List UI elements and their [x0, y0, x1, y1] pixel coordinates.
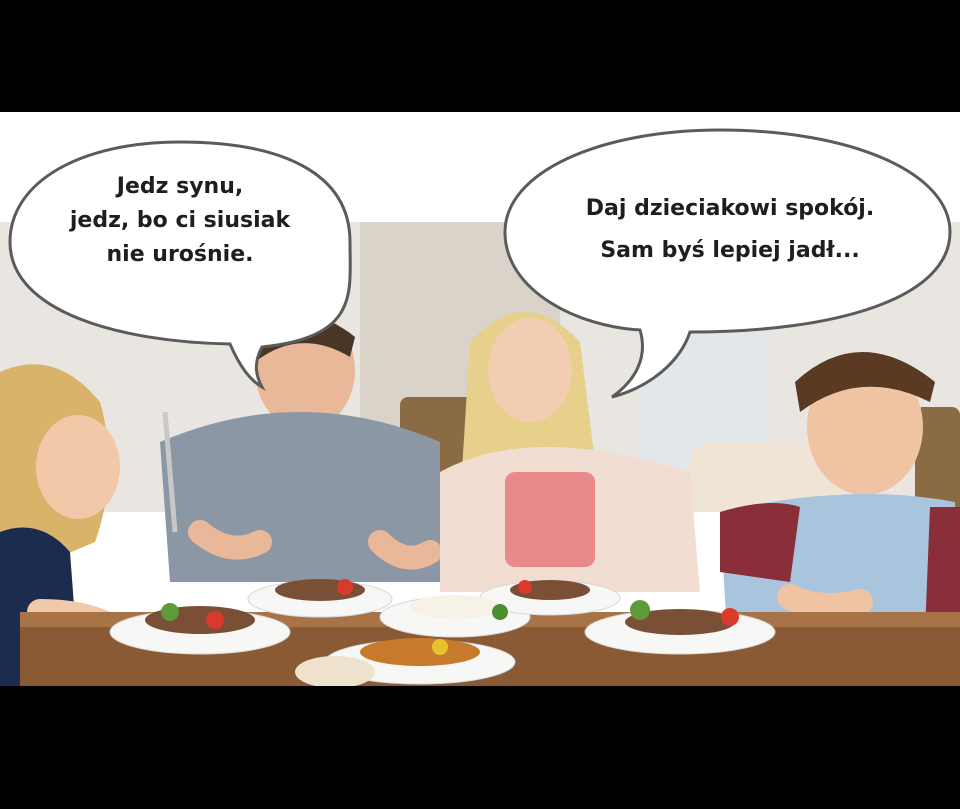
- mother-face: [488, 318, 572, 422]
- speech-line: Jedz synu,: [116, 174, 244, 199]
- speech-line: jedz, bo ci siusiak: [69, 208, 291, 234]
- speech-text-right: [540, 188, 920, 272]
- boy-sleeve: [720, 503, 800, 582]
- speech-line: nie urośnie.: [106, 242, 254, 268]
- mother-top: [505, 472, 595, 567]
- food-rice: [410, 595, 500, 619]
- speech-line: Sam byś lepiej jadł...: [600, 237, 860, 263]
- speech-text-left: [30, 170, 330, 272]
- girl-face: [36, 415, 120, 519]
- speech-line: Daj dzieciakowi spokój.: [585, 196, 875, 221]
- boy-arm: [790, 597, 860, 606]
